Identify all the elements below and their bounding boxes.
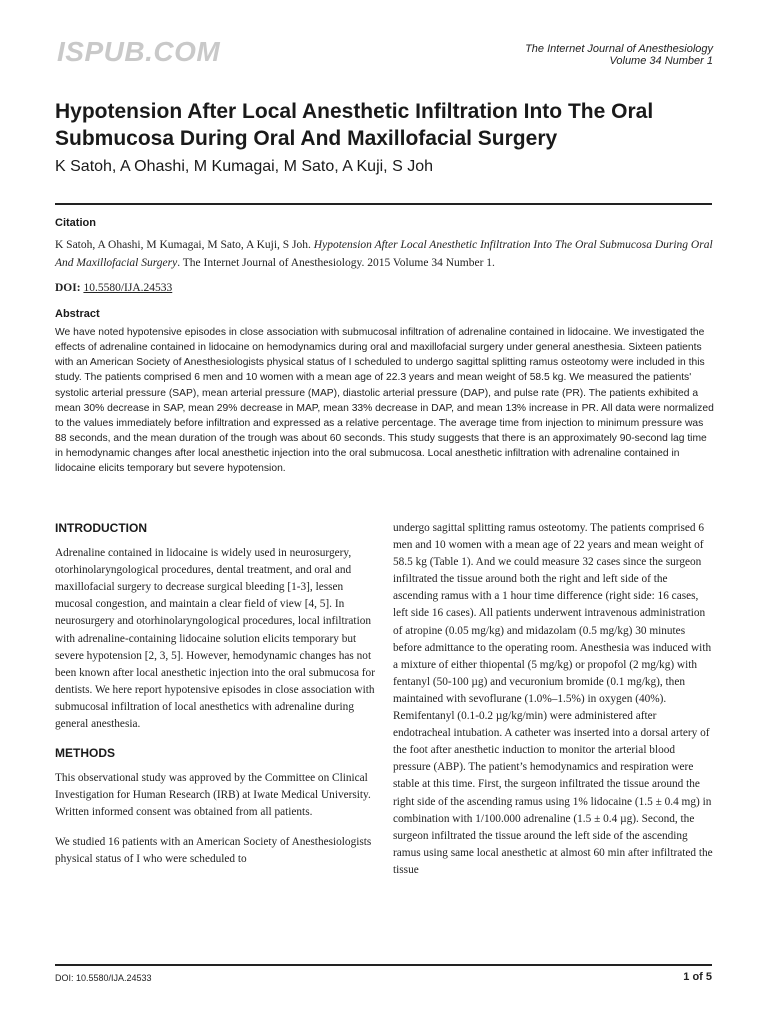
header-divider [55, 203, 712, 205]
doi-link[interactable]: 10.5580/IJA.24533 [83, 282, 173, 294]
introduction-paragraph: Adrenaline contained in lidocaine is widely used in neurosurgery, otorhinolaryngological procedures, dental treatment, and oral and maxillofacial surgery to decrease surgical bleeding [1-3], lessen mucosal congestion, and maintain a clear field of view [4, 5]. In neurosurgery and otorhinolaryngological procedures, local infiltration with adrenaline-containing lidocaine solution elicits temporary but severe hypotension [2, 3, 5]. However, hemodynamic changes has not been known after local anesthetic injection into the oral submucosa for dentists. We here report hypotensive episodes in close association with submucosal infiltration of local anesthetics with adrenaline during general anesthesia. [55, 547, 375, 731]
citation-text [55, 236, 715, 272]
citation-authors: K Satoh, A Ohashi, M Kumagai, M Sato, A Kuji, S Joh. [55, 239, 311, 251]
right-column [393, 520, 713, 879]
introduction-heading: INTRODUCTION [55, 521, 147, 535]
methods-paragraph-2: We studied 16 patients with an American Society of Anesthesiologists physical status of I who were scheduled to [55, 835, 372, 865]
methods-paragraph-continued: undergo sagittal splitting ramus osteotomy. The patients comprised 6 men and 10 women with a mean age of 22 years and mean weight of 58.5 kg (Table 1). And we could measure 32 cases since the surgeon infiltrated the tissue around both the right and left side of the ascending ramus with a 1 hour time difference (right side: 16 cases, left side 16 cases). All patients underwent intravenous administration of atropine (0.05 mg/kg) and midazolam (0.5 mg/kg) 30 minutes before admittance to the operating room. Anesthesia was induced with a mixture of either thiopental (5 mg/kg) or propofol (2 mg/kg) with fentanyl (50-100 µg) and vecuronium bromide (0.1 mg/kg), then maintained with sevoflurane (1.0%–1.5%) in oxygen (40%). Remifentanyl (0.1-0.2 µg/kg/min) were administered after endotracheal intubation. A catheter was inserted into a dorsal artery of the foot after anesthetic induction to monitor the arterial blood pressure (ABP). The patient’s hemodynamics and respiration were stable at this time. First, the surgeon infiltrated the tissue around the right side of the ascending ramus using 1% lidocaine (1.5 ± 0.4 mg) in combination with 1/100.000 adrenaline (1.5 ± 0.4 µg). Second, the surgeon infiltrated the tissue around the left side of the ascending ramus using same local anesthetic at almost 60 min after infiltrated the tissue [393, 522, 713, 876]
citation-title: Hypotension After Local Anesthetic Infiltration Into The Oral Submucosa During Oral And Maxillofacial Surgery [55, 239, 713, 269]
article-title: Hypotension After Local Anesthetic Infiltration Into The Oral Submucosa During Oral And Maxillofacial Surgery [55, 100, 654, 150]
abstract-text: We have noted hypotensive episodes in close association with submucosal infiltration of adrenaline contained in lidocaine. We investigated the effects of adrenaline contained in lidocaine on hemodynamics during oral and maxillofacial surgery under general anesthesia. Sixteen patients with an American Society of Anesthesiologists physical status of I scheduled to undergo sagittal splitting ramus osteotomy were included in this study. The patients comprised 6 men and 10 women with a mean age of 22.3 years and mean weight of 58.5 kg. We measured the patients' systolic arterial pressure (SAP), mean arterial pressure (MAP), diastolic arterial pressure (DAP), and pulse rate (PR). The patients exhibited a mean 30% decrease in SAP, mean 29% decrease in MAP, mean 33% decrease in DAP, and mean 13% increase in PR. All data were normalized to the values immediately before infiltration and expressed as a relative percentage. The average time from injection to minimum pressure was 88 seconds, and the mean duration of the trough was about 60 seconds. This study suggests that there is an approximately 90-second lag time in hemodynamic changes after local anesthetic injection into the oral submucosa. Local anesthetic infiltration with adrenaline contained in lidocaine elicits temporary but severe hypotension. [55, 327, 714, 475]
methods-paragraph-1: This observational study was approved by the Committee on Clinical Investigation for Human Research (IRB) at Iwate Medical University. Written informed consent was obtained from all patients. [55, 772, 371, 819]
journal-name: The Internet Journal of Anesthesiology [525, 43, 713, 55]
page-number: 1 of 5 [683, 971, 712, 983]
left-column [55, 520, 375, 868]
citation-source: . The Internet Journal of Anesthesiology. 2015 Volume 34 Number 1. [177, 257, 495, 269]
journal-volume: Volume 34 Number 1 [609, 55, 713, 67]
article-authors: K Satoh, A Ohashi, M Kumagai, M Sato, A Kuji, S Joh [55, 158, 433, 175]
abstract-label: Abstract [55, 308, 100, 320]
site-logo: ISPUB.COM [57, 36, 221, 67]
methods-heading: METHODS [55, 746, 115, 761]
footer-divider [55, 964, 712, 966]
footer-doi: DOI: 10.5580/IJA.24533 [55, 973, 152, 983]
doi-label: DOI: [55, 282, 81, 294]
doi-row [55, 282, 172, 294]
journal-info [525, 43, 713, 67]
citation-label: Citation [55, 217, 96, 229]
